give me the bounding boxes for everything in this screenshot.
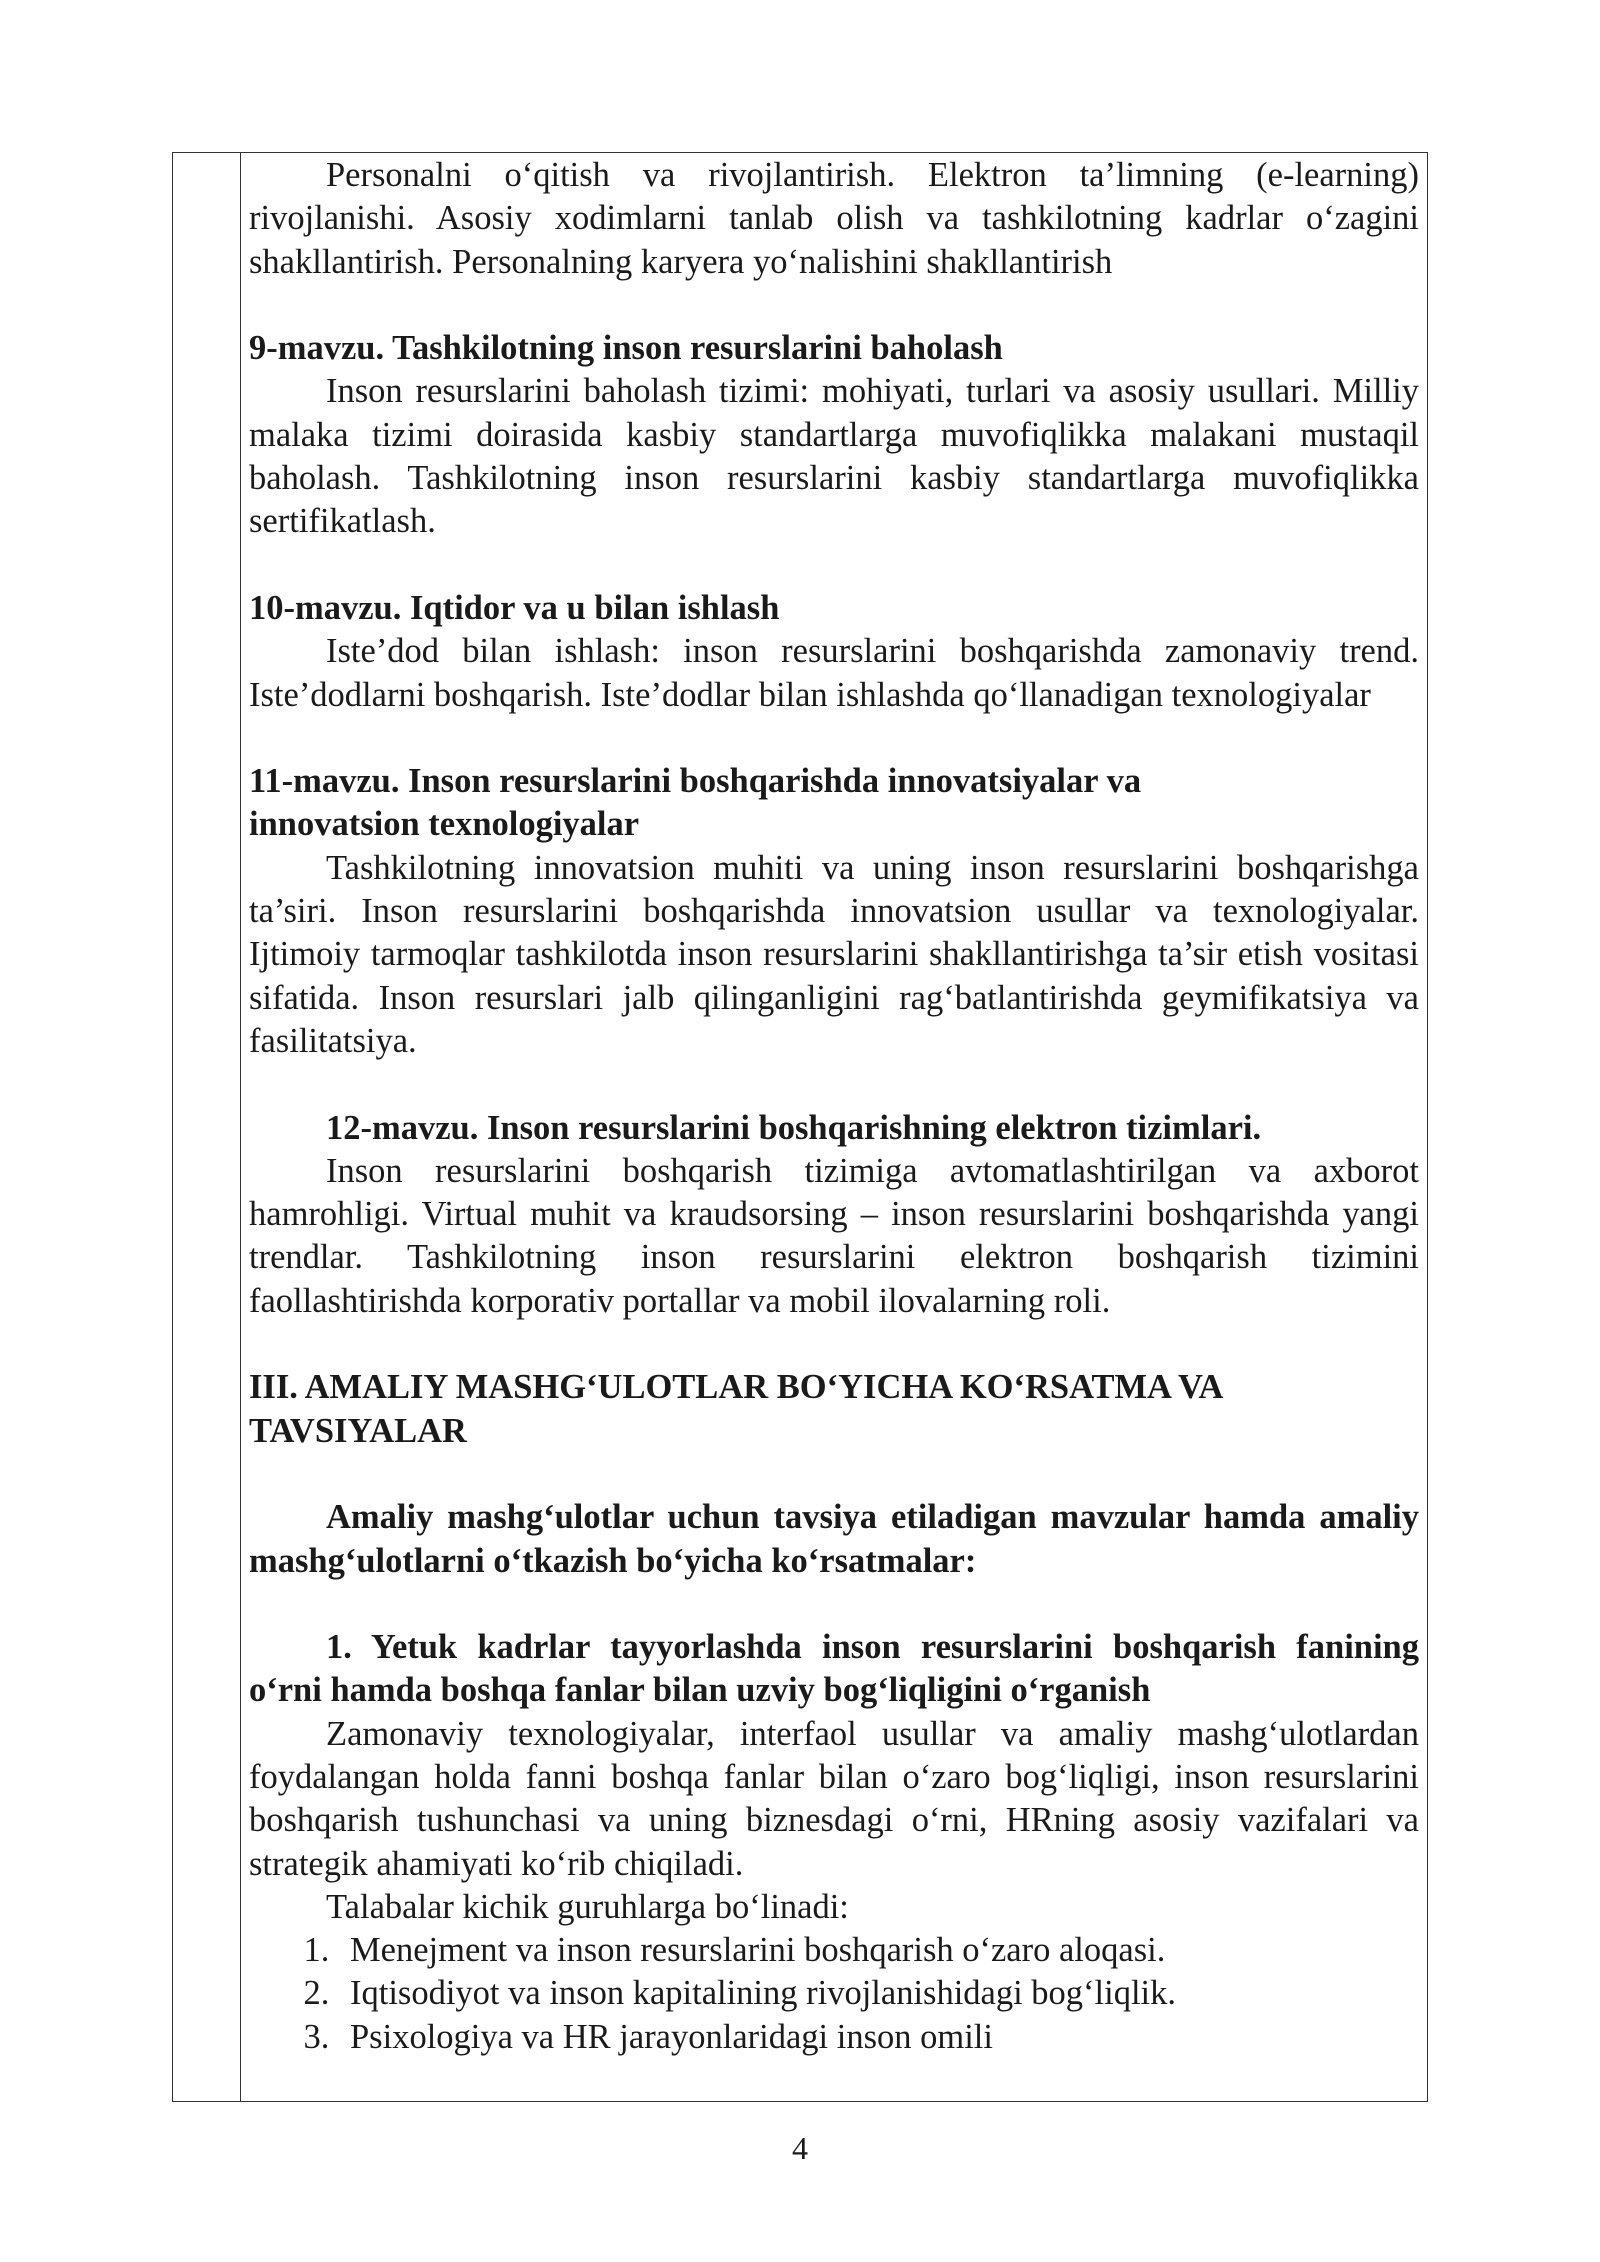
topic-11-title-line2: innovatsion texnologiyalar — [249, 805, 640, 844]
practical-1-body: Zamonaviy texnologiyalar, interfaol usullar va amaliy mashg‘ulotlardan foydalangan holda fanni boshqa fanlar bilan o‘zaro bog‘liqligi, inson resurslarini boshqarish tushunchasi va uning biznesdagi o‘rni, HRning asosiy vazifalari va strategik ahamiyati ko‘rib chiqiladi. — [249, 1714, 1419, 1883]
section-3-title-line2: TAVSIYALAR — [249, 1411, 467, 1450]
topic-11-body: Tashkilotning innovatsion muhiti va uning inson resurslarini boshqarishga ta’siri. Inson resurslarini boshqarishda innovatsion usullar va texnologiyalar. Ijtimoiy tarmoqlar tashkilotda inson resurslarini shakllantirishga ta’sir etish vositasi sifatida. Inson resurslari jalb qilinganligini rag‘batlantirishda geymifikatsiya va fasilitatsiya. — [249, 848, 1419, 1060]
list-item: 1. Menejment va inson resurslarini boshqarish o‘zaro aloqasi. — [338, 1929, 1419, 1972]
page-number: 4 — [792, 2130, 808, 2166]
topic-12-body: Inson resurslarini boshqarish tizimiga avtomatlashtirilgan va axborot hamrohligi. Virtual muhit va kraudsorsing – inson resurslarini boshqarishda yangi trendlar. Tashkilotning inson resurslarini elektron boshqarish tizimini faollashtirishda korporativ portallar va mobil ilovalarning roli. — [249, 1151, 1419, 1320]
topic-9-title: 9-mavzu. Tashkilotning inson resurslarini baholash — [249, 329, 1003, 368]
section-3-title-line1: III. AMALIY MASHG‘ULOTLAR BO‘YICHA KO‘RSATMA VA — [249, 1368, 1224, 1407]
section-3-subtitle: Amaliy mashg‘ulotlar uchun tavsiya etiladigan mavzular hamda amaliy mashg‘ulotlarni o‘tkazish bo‘yicha ko‘rsatmalar: — [249, 1498, 1419, 1580]
groups-intro: Talabalar kichik guruhlarga bo‘linadi: — [326, 1887, 849, 1926]
topic-12-title: 12-mavzu. Inson resurslarini boshqarishning elektron tizimlari. — [326, 1108, 1262, 1147]
topic-10-body: Iste’dod bilan ishlash: inson resurslarini boshqarishda zamonaviy trend. Iste’dodlarni boshqarish. Iste’dodlar bilan ishlashda qo‘llanadigan texnologiyalar — [249, 632, 1419, 714]
topic-9-body: Inson resurslarini baholash tizimi: mohiyati, turlari va asosiy usullari. Milliy malaka tizimi doirasida kasbiy standartlarga muvofiqlikka malakani mustaqil baholash. Tashkilotning inson resurslarini kasbiy standartlarga muvofiqlikka sertifikatlash. — [249, 372, 1419, 541]
intro-paragraph: Personalni o‘qitish va rivojlantirish. Elektron ta’limning (e-learning) rivojlanishi. Asosiy xodimlarni tanlab olish va tashkilotning kadrlar o‘zagini shakllantirish. Personalning karyera yo‘nalishini shakllantirish — [249, 156, 1419, 281]
practical-1-title: 1. Yetuk kadrlar tayyorlashda inson resurslarini boshqarish fanining o‘rni hamda boshqa fanlar bilan uzviy bog‘liqligini o‘rganish — [249, 1628, 1419, 1710]
topic-10-title: 10-mavzu. Iqtidor va u bilan ishlash — [249, 588, 780, 627]
list-item: 3. Psixologiya va HR jarayonlaridagi inson omili — [338, 2016, 1419, 2059]
topic-11-title-line1: 11-mavzu. Inson resurslarini boshqarishda innovatsiyalar va — [249, 762, 1142, 801]
column-divider — [240, 152, 241, 2102]
list-item: 2. Iqtisodiyot va inson kapitalining rivojlanishidagi bog‘liqlik. — [338, 1972, 1419, 2015]
document-content — [249, 154, 1419, 2059]
groups-list — [249, 1929, 1419, 2059]
